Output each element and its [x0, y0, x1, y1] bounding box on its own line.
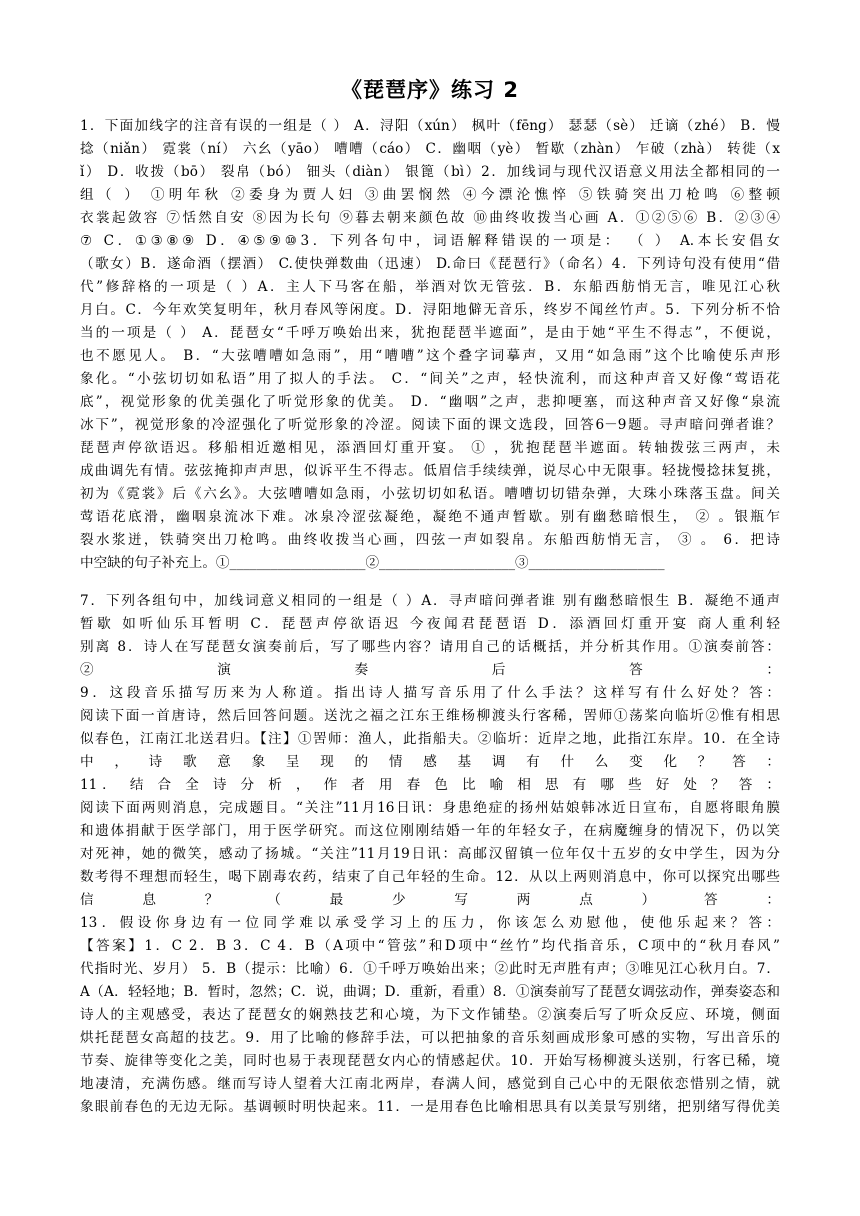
text-line-15: 琵琶声停欲语迟。移船相近邀相见，添酒回灯重开宴。 ① ，犹抱琵琶半遮面。转轴拨弦三两声，未	[80, 440, 780, 456]
text-line-09: 月白。C．今年欢笑复明年，秋月春风等闲度。D．浔阳地僻无音乐，终岁不闻丝竹声。5．下列分析不恰	[80, 302, 780, 318]
text-line-06: ⑦ C．①③⑧⑨ D．④⑤⑨⑩3．下列各句中，词语解释错误的一项是： （ ） A.本长安倡女	[80, 233, 780, 249]
text-line-20: 中空缺的句子补充上。①____________________②____________________③____________________	[80, 555, 665, 571]
text-line-02: 捻（niǎn） 霓裳（ní） 六幺（yāo） 嘈嘈（cáo） C．幽咽（yè） 暂歇（zhàn） 乍破（zhà） 转徙（x	[80, 141, 780, 157]
text-line-25: 9．这段音乐描写历来为人称道。指出诗人描写音乐用了什么手法？这样写有什么好处？答：	[80, 685, 780, 701]
text-line-31: 和遗体捐献于医学部门，用于医学研究。而这位刚刚结婚一年的年轻女子，在病魔缠身的情况下，仍以笑	[80, 823, 780, 839]
text-line-21: 7．下列各组句中，加线词意义相同的一组是（ ）A．寻声暗问弹者谁 别有幽愁暗恨生 B．凝绝不通声	[80, 593, 780, 609]
text-line-28: 中 ， 诗 歌 意 象 呈 现 的 情 感 基 调 有 什 么 变 化 ？ 答 ：	[80, 754, 780, 770]
text-line-34: 信 息 ？ （ 最 少 写 两 点 ） 答 ：	[80, 892, 780, 908]
text-line-41: 节奏、旋律等变化之美，同时也易于表现琵琶女内心的情感起伏。10．开始写杨柳渡头送别，行客已稀，境	[80, 1053, 780, 1069]
text-line-22: 暂歇 如听仙乐耳暂明 C．琵琶声停欲语迟 今夜闻君琵琶语 D．添酒回灯重开宴 商人重利轻	[80, 616, 780, 632]
text-line-29: 11． 结 合 全 诗 分 析 ， 作 者 用 春 色 比 喻 相 思 有 哪 些 好 处 ？ 答 ：	[80, 777, 780, 793]
text-line-12: 象化。“小弦切切如私语”用了拟人的手法。 C．“间关”之声，轻快流利，而这种声音又好像“莺语花	[80, 371, 780, 387]
text-line-10: 当的一项是（ ） A．琵琶女“千呼万唤始出来，犹抱琵琶半遮面”，是由于她“平生不得志”，不便说，	[80, 325, 780, 341]
text-line-39: 诗人的主观感受，表达了琵琶女的娴熟技艺和心境，为下文作铺垫。②演奏后写了听众反应、环境，侧面	[80, 1007, 780, 1023]
text-line-13: 底”，视觉形象的优美强化了听觉形象的优美。 D．“幽咽”之声，悲抑哽塞，而这种声音又好像“泉流	[80, 394, 780, 410]
text-line-17: 初为《霓裳》后《六幺》。大弦嘈嘈如急雨，小弦切切如私语。嘈嘈切切错杂弹，大珠小珠落玉盘。间关	[80, 486, 780, 502]
text-line-19: 裂水浆迸，铁骑突出刀枪鸣。曲终收拨当心画，四弦一声如裂帛。东船西舫悄无言， ③ 。 6．把诗	[80, 532, 780, 548]
text-line-03: ǐ） D．收拨（bō） 裂帛（bó） 钿头（diàn） 银篦（bì）2．加线词与现代汉语意义用法全都相同的一	[80, 164, 780, 180]
text-line-43: 象眼前春色的无边无际。基调顿时明快起来。11．一是用春色比喻相思具有以美景写别绪，把别绪写得优美	[80, 1099, 780, 1115]
text-line-11: 也不愿见人。 B．“大弦嘈嘈如急雨”，用“嘈嘈”这个叠字词摹声，又用“如急雨”这个比喻使乐声形	[80, 348, 780, 364]
text-line-23: 别离 8．诗人在写琵琶女演奏前后，写了哪些内容？请用自己的话概括，并分析其作用。①演奏前答：	[80, 639, 780, 655]
text-line-36: 【答案】1．C 2．B 3．C 4．B（A项中“管弦”和D项中“丝竹”均代指音乐，C项中的“秋月春风”	[80, 938, 780, 954]
text-line-14: 冰下”，视觉形象的冷涩强化了听觉形象的冷涩。阅读下面的课文选段，回答6－9题。寻声暗问弹者谁？	[80, 417, 780, 433]
text-line-26: 阅读下面一首唐诗，然后回答问题。送沈之福之江东王维杨柳渡头行客稀，罟师①荡桨向临圻②惟有相思	[80, 708, 780, 724]
text-line-04: 组（ ） ①明年秋 ②委身为贾人妇 ③曲罢悯然 ④今漂沦憔悴 ⑤铁骑突出刀枪鸣 ⑥整顿	[80, 187, 780, 203]
text-line-33: 数考得不理想而轻生，喝下剧毒农药，结束了自己年轻的生命。12．从以上两则消息中，你可以探究出哪些	[80, 869, 780, 885]
text-line-05: 衣裳起敛容 ⑦恬然自安 ⑧因为长句 ⑨暮去朝来颜色故 ⑩曲终收拨当心画 A．①②⑤⑥ B．②③④	[80, 210, 780, 226]
text-line-16: 成曲调先有情。弦弦掩抑声声思，似诉平生不得志。低眉信手续续弹，说尽心中无限事。轻拢慢捻抹复挑，	[80, 463, 780, 479]
text-line-07: （歌女）B．遂命酒（摆酒） C.使快弹数曲（迅速） D.命曰《琵琶行》（命名）4．下列诗句没有使用“借	[80, 256, 780, 272]
page-title: 《琵琶序》练习 2	[341, 78, 519, 102]
text-line-32: 对死神，她的微笑，感动了扬城。“关注”11月19日讯：高邮汉留镇一位年仅十五岁的女中学生，因为分	[80, 846, 780, 862]
text-line-35: 13．假设你身边有一位同学难以承受学习上的压力，你该怎么劝慰他，使他乐起来？答：	[80, 915, 780, 931]
text-line-08: 代”修辞格的一项是（ ）A．主人下马客在船，举酒对饮无管弦．B．东船西舫悄无言，唯见江心秋	[80, 279, 780, 295]
text-line-18: 莺语花底滑，幽咽泉流冰下难。冰泉冷涩弦凝绝，凝绝不通声暂歇。别有幽愁暗恨生， ② 。银瓶乍	[80, 509, 780, 525]
text-line-27: 似春色，江南江北送君归。【注】①罟师：渔人，此指船夫。②临圻：近岸之地，此指江东岸。10．在全诗	[80, 731, 780, 747]
text-line-42: 地凄清，充满伤感。继而写诗人望着大江南北两岸，春满人间，感觉到自己心中的无限依恋惜别之情，就	[80, 1076, 780, 1092]
text-line-38: A（A．轻轻地；B．暂时，忽然；C．说，曲调；D．重新，看重）8．①演奏前写了琵琶女调弦动作，弹奏姿态和	[80, 984, 780, 1000]
text-line-24: ② 演 奏 后 答 ：	[80, 662, 780, 678]
text-line-30: 阅读下面两则消息，完成题目。“关注”11月16日讯：身患绝症的扬州姑娘韩冰近日宣布，自愿将眼角膜	[80, 800, 780, 816]
text-line-40: 烘托琵琶女高超的技艺。9．用了比喻的修辞手法，可以把抽象的音乐刻画成形象可感的实物，写出音乐的	[80, 1030, 780, 1046]
text-line-01: 1．下面加线字的注音有误的一组是（ ） A．浔阳（xún） 枫叶（fēng） 瑟瑟（sè） 迁谪（zhé） B．慢	[80, 118, 780, 134]
text-line-37: 代指时光、岁月） 5．B（提示：比喻）6．①千呼万唤始出来；②此时无声胜有声；③唯见江心秋月白。7．	[80, 961, 780, 977]
